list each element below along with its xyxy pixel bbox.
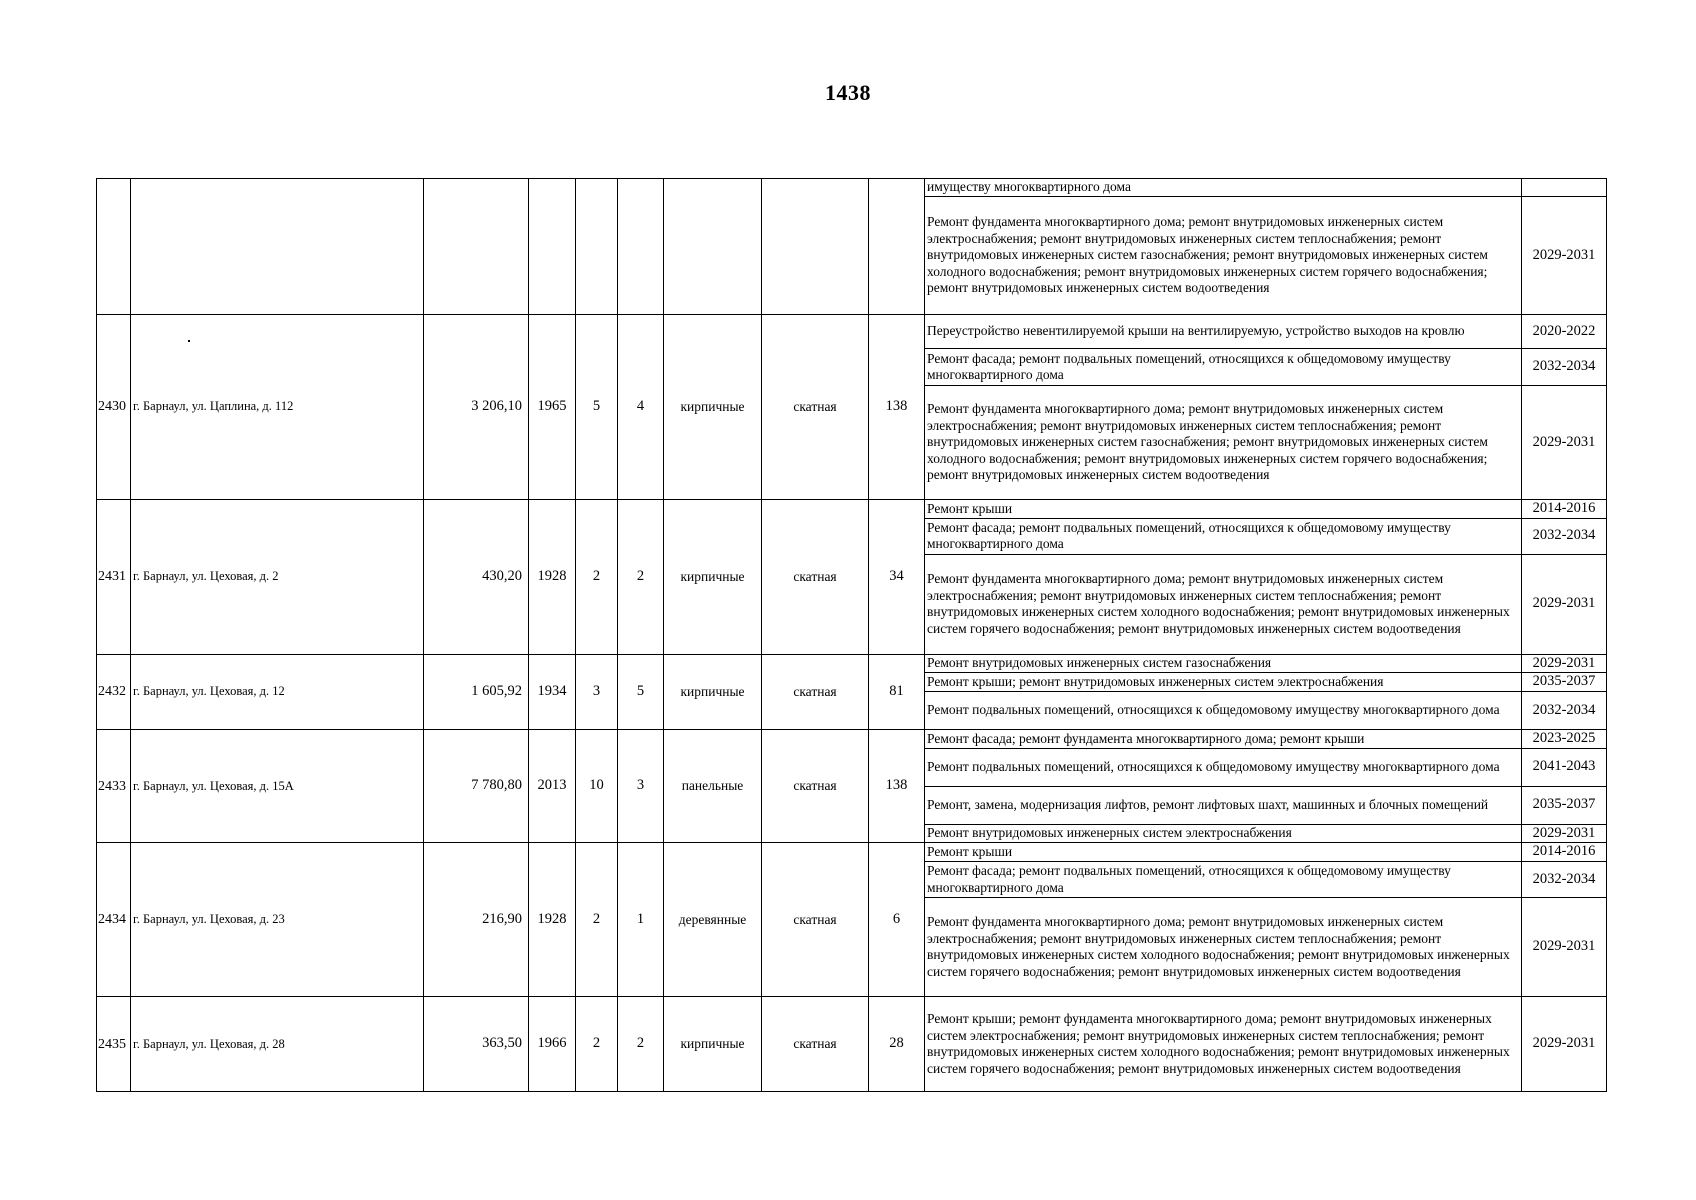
row-number: 2432	[97, 654, 131, 729]
work-description: Переустройство невентилируемой крыши на вентилируемую, устройство выходов на кровлю	[925, 315, 1522, 349]
work-description: Ремонт фундамента многоквартирного дома; ремонт внутридомовых инженерных систем электроснабжения; ремонт внутридомовых инженерных систем теплоснабжения; ремонт внутридомовых инженерных систем холодного водоснабжения; ремонт внутридомовых инженерных систем горячего водоснабжения; ремонт внутридомовых инженерных систем водоотведения	[925, 898, 1522, 997]
work-description: Ремонт внутридомовых инженерных систем газоснабжения	[925, 654, 1522, 673]
work-description: Ремонт крыши; ремонт фундамента многоквартирного дома; ремонт внутридомовых инженерных систем электроснабжения; ремонт внутридомовых инженерных систем теплоснабжения; ремонт внутридомовых инженерных систем холодного водоснабжения; ремонт внутридомовых инженерных систем горячего водоснабжения; ремонт внутридомовых инженерных систем водоотведения	[925, 997, 1522, 1092]
empty-cell	[97, 179, 131, 315]
total-area: 7 780,80	[424, 730, 529, 843]
roof-type: скатная	[762, 500, 869, 655]
roof-type: скатная	[762, 843, 869, 997]
capital-repair-table	[96, 178, 1607, 1092]
table-row	[97, 654, 1607, 673]
table-body	[97, 179, 1607, 1092]
work-period: 2014-2016	[1522, 843, 1607, 862]
building-address: г. Барнаул, ул. Цеховая, д. 15А	[131, 730, 424, 843]
wall-material: кирпичные	[664, 654, 762, 729]
wall-material: кирпичные	[664, 500, 762, 655]
entrances-count: 3	[618, 730, 664, 843]
work-period: 2032-2034	[1522, 692, 1607, 730]
residents-count: 138	[869, 315, 925, 500]
empty-cell	[576, 179, 618, 315]
entrances-count: 4	[618, 315, 664, 500]
roof-type: скатная	[762, 654, 869, 729]
work-description: Ремонт крыши	[925, 843, 1522, 862]
work-period: 2032-2034	[1522, 349, 1607, 386]
building-address: г. Барнаул, ул. Цеховая, д. 12	[131, 654, 424, 729]
building-address: г. Барнаул, ул. Цаплина, д. 112	[131, 315, 424, 500]
work-period: 2029-2031	[1522, 654, 1607, 673]
work-period: 2029-2031	[1522, 898, 1607, 997]
year-built: 1928	[529, 843, 576, 997]
empty-cell	[529, 179, 576, 315]
table-row	[97, 500, 1607, 519]
work-period: 2029-2031	[1522, 824, 1607, 843]
year-built: 1928	[529, 500, 576, 655]
work-description: Ремонт фасада; ремонт подвальных помещений, относящихся к общедомовому имуществу многоквартирного дома	[925, 349, 1522, 386]
year-built: 2013	[529, 730, 576, 843]
work-period	[1522, 179, 1607, 197]
work-description: Ремонт фасада; ремонт фундамента многоквартирного дома; ремонт крыши	[925, 730, 1522, 749]
work-period: 2035-2037	[1522, 786, 1607, 824]
work-period: 2041-2043	[1522, 748, 1607, 786]
work-period: 2023-2025	[1522, 730, 1607, 749]
roof-type: скатная	[762, 997, 869, 1092]
work-period: 2032-2034	[1522, 862, 1607, 898]
entrances-count: 1	[618, 843, 664, 997]
work-period: 2032-2034	[1522, 518, 1607, 554]
entrances-count: 5	[618, 654, 664, 729]
work-description: Ремонт подвальных помещений, относящихся к общедомовому имуществу многоквартирного дома	[925, 748, 1522, 786]
empty-cell	[762, 179, 869, 315]
year-built: 1965	[529, 315, 576, 500]
table-row	[97, 179, 1607, 197]
row-number: 2431	[97, 500, 131, 655]
row-number: 2435	[97, 997, 131, 1092]
residents-count: 6	[869, 843, 925, 997]
total-area: 363,50	[424, 997, 529, 1092]
work-description: Ремонт подвальных помещений, относящихся к общедомовому имуществу многоквартирного дома	[925, 692, 1522, 730]
floors-count: 2	[576, 997, 618, 1092]
work-period: 2035-2037	[1522, 673, 1607, 692]
entrances-count: 2	[618, 500, 664, 655]
work-period: 2029-2031	[1522, 386, 1607, 500]
work-description: Ремонт крыши	[925, 500, 1522, 519]
floors-count: 5	[576, 315, 618, 500]
wall-material: кирпичные	[664, 997, 762, 1092]
row-number: 2433	[97, 730, 131, 843]
table-row	[97, 730, 1607, 749]
total-area: 430,20	[424, 500, 529, 655]
building-address: г. Барнаул, ул. Цеховая, д. 28	[131, 997, 424, 1092]
total-area: 1 605,92	[424, 654, 529, 729]
work-period: 2020-2022	[1522, 315, 1607, 349]
work-period: 2014-2016	[1522, 500, 1607, 519]
wall-material: кирпичные	[664, 315, 762, 500]
building-address: г. Барнаул, ул. Цеховая, д. 2	[131, 500, 424, 655]
roof-type: скатная	[762, 315, 869, 500]
work-description: Ремонт фундамента многоквартирного дома; ремонт внутридомовых инженерных систем электроснабжения; ремонт внутридомовых инженерных систем теплоснабжения; ремонт внутридомовых инженерных систем холодного водоснабжения; ремонт внутридомовых инженерных систем горячего водоснабжения; ремонт внутридомовых инженерных систем водоотведения	[925, 554, 1522, 654]
empty-cell	[131, 179, 424, 315]
empty-cell	[424, 179, 529, 315]
work-description: Ремонт, замена, модернизация лифтов, ремонт лифтовых шахт, машинных и блочных помещений	[925, 786, 1522, 824]
entrances-count: 2	[618, 997, 664, 1092]
table-row	[97, 843, 1607, 862]
table-row	[97, 315, 1607, 349]
work-description: Ремонт фундамента многоквартирного дома; ремонт внутридомовых инженерных систем электроснабжения; ремонт внутридомовых инженерных систем теплоснабжения; ремонт внутридомовых инженерных систем газоснабжения; ремонт внутридомовых инженерных систем холодного водоснабжения; ремонт внутридомовых инженерных систем горячего водоснабжения; ремонт внутридомовых инженерных систем водоотведения	[925, 386, 1522, 500]
residents-count: 34	[869, 500, 925, 655]
work-description: Ремонт фундамента многоквартирного дома; ремонт внутридомовых инженерных систем электроснабжения; ремонт внутридомовых инженерных систем теплоснабжения; ремонт внутридомовых инженерных систем газоснабжения; ремонт внутридомовых инженерных систем холодного водоснабжения; ремонт внутридомовых инженерных систем горячего водоснабжения; ремонт внутридомовых инженерных систем водоотведения	[925, 197, 1522, 315]
wall-material: деревянные	[664, 843, 762, 997]
work-description: Ремонт фасада; ремонт подвальных помещений, относящихся к общедомовому имуществу многоквартирного дома	[925, 862, 1522, 898]
year-built: 1934	[529, 654, 576, 729]
work-period: 2029-2031	[1522, 197, 1607, 315]
building-address: г. Барнаул, ул. Цеховая, д. 23	[131, 843, 424, 997]
page-number: 1438	[825, 80, 871, 105]
floors-count: 3	[576, 654, 618, 729]
table-row	[97, 997, 1607, 1092]
floors-count: 10	[576, 730, 618, 843]
total-area: 3 206,10	[424, 315, 529, 500]
floors-count: 2	[576, 843, 618, 997]
work-description: Ремонт крыши; ремонт внутридомовых инженерных систем электроснабжения	[925, 673, 1522, 692]
floors-count: 2	[576, 500, 618, 655]
empty-cell	[664, 179, 762, 315]
row-number: 2434	[97, 843, 131, 997]
empty-cell	[869, 179, 925, 315]
total-area: 216,90	[424, 843, 529, 997]
wall-material: панельные	[664, 730, 762, 843]
residents-count: 138	[869, 730, 925, 843]
work-description: Ремонт внутридомовых инженерных систем электроснабжения	[925, 824, 1522, 843]
residents-count: 28	[869, 997, 925, 1092]
work-period: 2029-2031	[1522, 997, 1607, 1092]
row-number: 2430	[97, 315, 131, 500]
work-description: имуществу многоквартирного дома	[925, 179, 1522, 197]
empty-cell	[618, 179, 664, 315]
work-period: 2029-2031	[1522, 554, 1607, 654]
roof-type: скатная	[762, 730, 869, 843]
residents-count: 81	[869, 654, 925, 729]
work-description: Ремонт фасада; ремонт подвальных помещений, относящихся к общедомовому имуществу многоквартирного дома	[925, 518, 1522, 554]
year-built: 1966	[529, 997, 576, 1092]
